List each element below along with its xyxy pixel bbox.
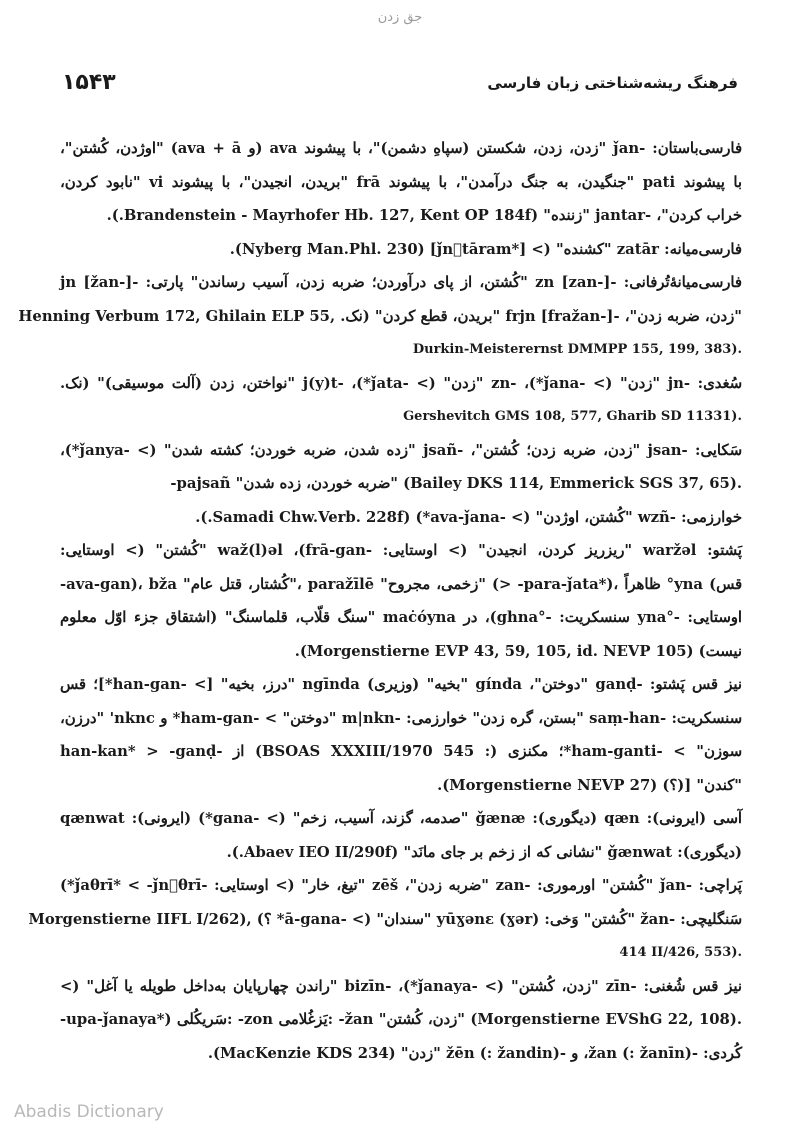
entry-body bbox=[18, 132, 743, 1070]
watermark: Abadis Dictionary bbox=[14, 1102, 164, 1122]
text-line: سنسکریت: -saṃ-han "بستن، گره زدن" خوارزمی: -m|nkn "دوختن" > -ham-gan* و nknc' "درزن، bbox=[60, 709, 742, 727]
text-line: با پیشوند pati "جنگیدن، به جنگ درآمدن"، با پیشوند frā "بریدن، انجیدن"، با پیشوند vi "نابود کردن، bbox=[60, 173, 742, 191]
text-line: کُردی: -žan (: žanīn)، و -žēn (: žandin) "زدن" (MacKenzie KDS 234). bbox=[207, 1044, 742, 1062]
text-line: Gershevitch GMS 108, 577, Gharib SD 11331). bbox=[403, 409, 742, 424]
text-line: (دیگوری): ǧænwat "نشانی که از زخم بر جای مانَد" (Abaev IEO II/290f.). bbox=[226, 843, 742, 861]
text-line: خراب کردن"، -jantar "زننده" (Brandenstein - Mayrhofer Hb. 127, Kent OP 184f.). bbox=[106, 207, 742, 224]
text-line: پَشتو: waržəl "ریزریز کردن، انجیدن" (> اوستایی: -frā-gan)، waž(l)əl "کُشتن" (> اوستایی: bbox=[60, 542, 742, 559]
text-line: نیز قس شُغنی: -zīn "زدن، کُشتن" (> -ǰanaya*)، -bizīn "راندن چهارپایان به‌داخل طویله یا آغل" (> bbox=[60, 977, 742, 995]
text-line: Durkin-Meisterernst DMMPP 155, 199, 383). bbox=[412, 342, 742, 357]
text-line: "کندن" [(؟) (Morgenstierne NEVP 27). bbox=[437, 776, 742, 794]
page-header bbox=[62, 70, 738, 100]
text-line: -ava-gan)، bža "کُشتار، قتل عام"، paražīlē "زخمی، مجروح" (> -para-ǰata*)، ظاهراً °yna (قس bbox=[60, 575, 743, 593]
page-number: ۱۵۴۳ bbox=[62, 70, 116, 95]
text-line: فارسی‌باستان: -ǰan "زدن، زدن، شکستن (سپاهِ دشمن)"، با پیشوند ava (و ava + ā) "اوژدن، کُشتن"، bbox=[60, 140, 743, 157]
text-line: "زدن، ضربه زدن"، -frjn [fražan-] "بریدن، قطع کردن" (نک. ,Henning Verbum 172, Ghilain ELP 55 bbox=[18, 307, 742, 325]
text-line: سَنگلیچی: -žan "کُشتن" وَخی: yūɣənε (ɣər) "سندان" (> -ā-gana* ؟) ,(Morgenstierne IIFL I/262 bbox=[28, 910, 742, 928]
text-line: فارسی‌میانهٔ‌تُرفانی: -zn [zan-] "کُشتن، از پای درآوردن؛ ضربه زدن، آسیب رساندن" پارتی: -jn [žan-] bbox=[60, 274, 742, 291]
text-line: سوزن" > -ham-ganti*؛ مکنزی (: BSOAS XXXIII/1970 545) از -han-kan* > -ganḍ bbox=[60, 743, 743, 760]
text-line: آسی (ایرونی): qæn (دیگوری): ǧænæ "صدمه، گزند، آسیب، زخم" (> -gana*) (ایرونی): qænwat bbox=[60, 810, 742, 827]
text-line: سُغدی: -jn "زدن" (> -ǰana*)، -zn "زدن" (> -ǰata*)، -j(y)t "نواختن، زدن (آلت موسیقی)" (نک. bbox=[60, 374, 743, 392]
text-line: نیز قس پَشتو: -ganḍ "دوختن"، gínda "بخیه" (وزیری) ngīnda "درز، بخیه" [> -han-gan*]؛ قس bbox=[60, 676, 742, 693]
book-title: فرهنگ ریشه‌شناختی زبان فارسی bbox=[487, 74, 738, 92]
text-line: سَکایی: -jsan "زدن، ضربه زدن؛ کُشتن"، -jsañ "زده شدن، ضربه خوردن؛ کشته شدن" (> -ǰanya*)، bbox=[60, 441, 743, 459]
text-line: -upa-ǰanaya*) سَریکُلی: -zon یَزغُلامی: -žan "زدن، کُشتن" (Morgenstierne EVShG 22, 108). bbox=[60, 1011, 742, 1028]
text-line: اوستایی: -°yna سنسکریت: -°ghna)، در maċóyna "سنگ قلّاب، قلماسنگ" (اشتقاق جزء اوّل معلوم bbox=[60, 609, 742, 626]
text-line: نیست) (Morgenstierne EVP 43, 59, 105, id. NEVP 105). bbox=[294, 642, 742, 660]
text-line: فارسی‌میانه: zatār "کشنده" (> [*ǰnٰtāram] (Nyberg Man.Phl. 230). bbox=[229, 240, 742, 258]
text-line: -pajsañ "ضربه خوردن، زده شدن" (Bailey DKS 114, Emmerick SGS 37, 65). bbox=[170, 475, 742, 492]
text-line: خوارزمی: -wzñ "کُشتن، اوژدن" (> -ava-ǰana*) (Samadi Chw.Verb. 228f.). bbox=[195, 508, 742, 526]
text-line: پَراچی: -ǰan "کُشتن" اورموری: -zan "ضربه زدن"، zēš "تیغ، خار" (> اوستایی: -ǰaθrī* < -ǰnٰθrī*) bbox=[60, 877, 743, 894]
text-line: 414 II/426, 553). bbox=[619, 945, 742, 960]
entry-tag: جق زدن bbox=[377, 10, 423, 25]
